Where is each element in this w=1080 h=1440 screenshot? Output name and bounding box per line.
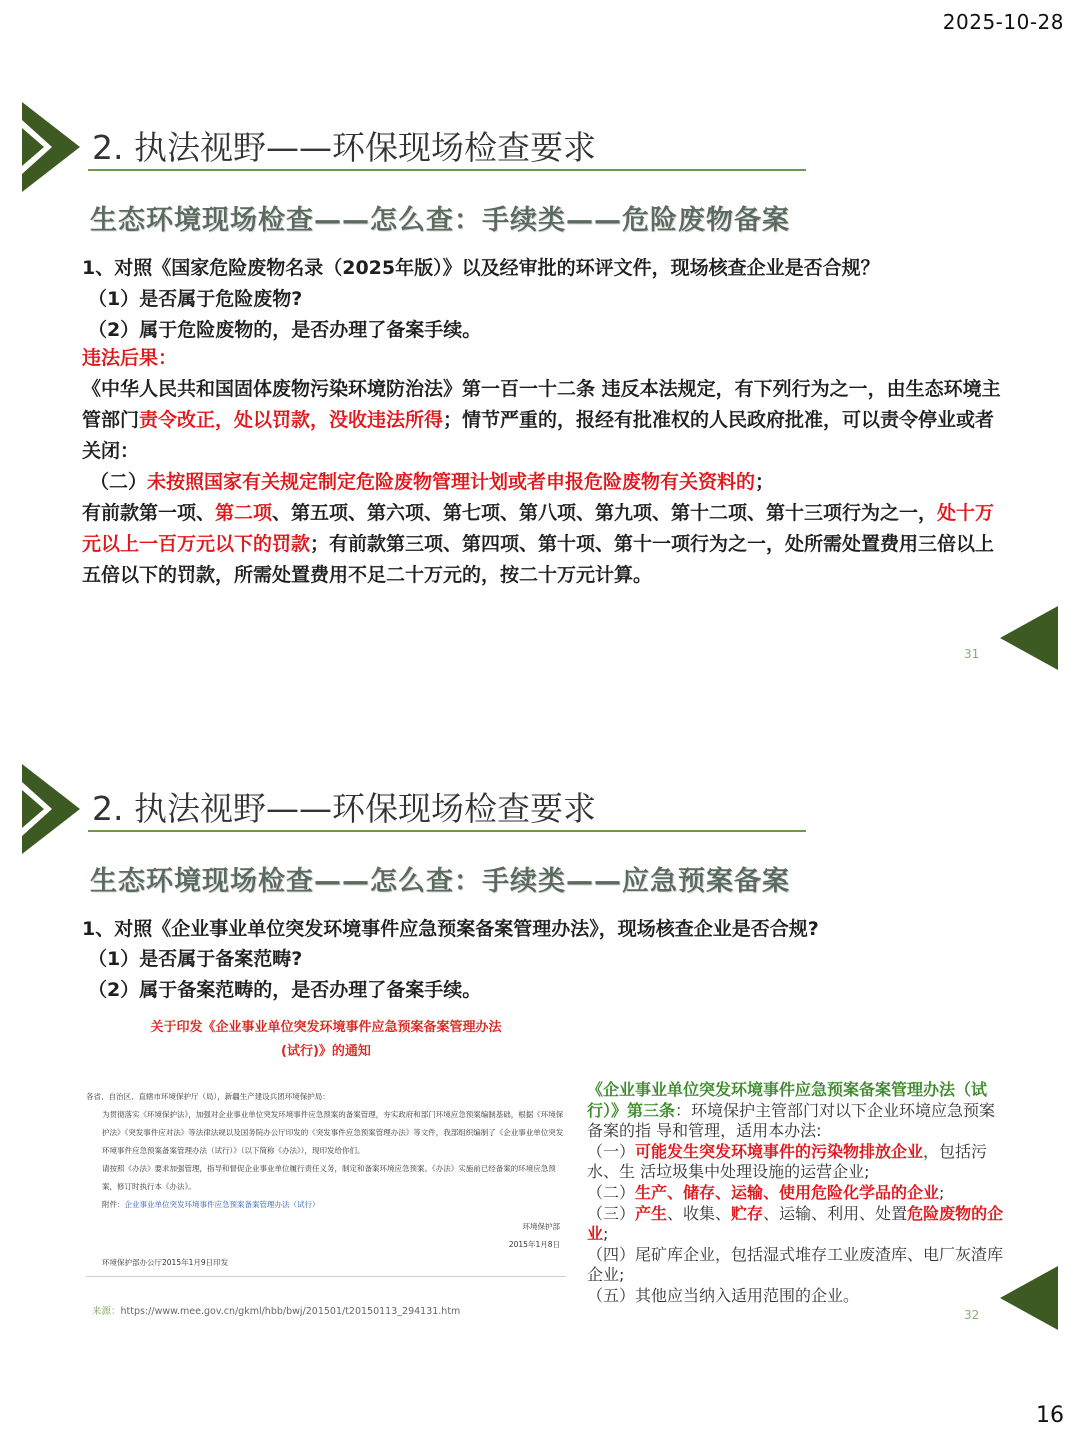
title-divider	[88, 830, 806, 832]
slide-title: 2. 执法视野——环保现场检查要求	[92, 789, 596, 828]
article-item-4: （四）尾矿库企业，包括湿式堆存工业废渣库、电厂灰渣库企业;	[587, 1244, 1004, 1285]
question-1-sub-1: （1）是否属于危险废物?	[88, 288, 303, 310]
right-arrow-decoration-icon	[1000, 1266, 1058, 1330]
date-stamp: 2025-10-28	[942, 10, 1064, 34]
question-1-sub-1: （1）是否属于备案范畴?	[88, 948, 303, 970]
notice-sign-date: 2015年1月8日	[508, 1240, 560, 1249]
article-title: 《企业事业单位突发环境事件应急预案备案管理办法（试行）》第三条	[587, 1080, 988, 1120]
notice-body: 各省、自治区、直辖市环境保护厅（局），新疆生产建设兵团环境保护局： 为贯彻落实《环境保护法》，加强对企业事业单位突发环境事件应急预案的备案管理，夯实政府和部门环境应急预案编制基础，根据《环境保护法》《突发事件应对法》等法律法规以及国务院办公厅印发的《突发事件应急预案管理办法》等文件，我部组织编制了《企业事业单位突发环境事件应急预案备案管理办法（试行）》（以下简称《办法》），现印发给你们。 请按照《办法》要求加强管理，指导和督促企业事业单位履行责任义务，制定和备案环境应急预案。《办法》实施前已经备案的环境应急预案，修订时执行本《办法》。	[86, 1092, 564, 1191]
penalty-text: 有前款第一项、第二项、第五项、第六项、第七项、第八项、第九项、第十二项、第十三项行为之一，处十万元以上一百万元以下的罚款；有前款第三项、第四项、第十项、第十一项行为之一，处所需处置费用三倍以上五倍以下的罚款，所需处置费用不足二十万元的，按二十万元计算。	[82, 502, 995, 586]
consequence-label: 违法后果：	[82, 347, 178, 369]
page-number: 16	[1036, 1403, 1064, 1428]
notice-divider	[86, 1276, 566, 1277]
article-item-2: （二）生产、储存、运输、使用危险化学品的企业;	[587, 1182, 945, 1202]
question-1-sub-2: （2）属于备案范畴的，是否办理了备案手续。	[88, 979, 482, 1001]
notice-document-image	[86, 1016, 566, 1277]
article-item-1: （一）可能发生突发环境事件的污染物排放企业，包括污水、生 活垃圾集中处理设施的运营企业;	[587, 1141, 988, 1182]
notice-attachment: 附件：企业事业单位突发环境事件应急预案备案管理办法（试行）	[102, 1200, 320, 1209]
question-1: 1、对照《国家危险废物名录（2025年版）》以及经审批的环评文件，现场核查企业是否合规？	[82, 257, 880, 279]
notice-title: 关于印发《企业事业单位突发环境事件应急预案备案管理办法 (试行)》的通知	[150, 1020, 502, 1059]
article-item-5: （五）其他应当纳入适用范围的企业。	[587, 1285, 860, 1305]
notice-issued: 环境保护部办公厅2015年1月9日印发	[102, 1258, 229, 1267]
slide-number: 32	[964, 1308, 980, 1322]
notice-signer: 环境保护部	[522, 1222, 560, 1231]
slide-number: 31	[964, 647, 980, 661]
question-1: 1、对照《企业事业单位突发环境事件应急预案备案管理办法》，现场核查企业是否合规?	[82, 918, 819, 940]
article-3-excerpt: 《企业事业单位突发环境事件应急预案备案管理办法（试行）》第三条：环境保护主管部门对以下企业环境应急预案备案的指 导和管理，适用本办法: （一）可能发生突发环境事件的污染物排放企业，包括污水、生 活垃圾集中处理设施的运营企业; （二）生产、储存、运输、使用危险化学品的企业; （三）产生、收集、贮存、运输、利用、处置危险废物的企业; （四）尾矿库企业，包括湿式堆存工业废渣库、电厂灰渣库企业; （五）其他应当纳入适用范围的企业。	[587, 1080, 1007, 1307]
slide-subtitle: 生态环境现场检查——怎么查：手续类——应急预案备案	[90, 866, 790, 897]
left-arrow-decoration-icon	[22, 764, 82, 854]
source-line: 来源：https://www.mee.gov.cn/gkml/hbb/bwj/201501/t20150113_294131.htm	[92, 1306, 461, 1317]
law-item-2: （二）未按照国家有关规定制定危险废物管理计划或者申报危险废物有关资料的；	[90, 471, 775, 493]
slide-title: 2. 执法视野——环保现场检查要求	[92, 128, 596, 167]
slide-subtitle: 生态环境现场检查——怎么查：手续类——危险废物备案	[90, 205, 790, 236]
attachment-link[interactable]: 企业事业单位突发环境事件应急预案备案管理办法（试行）	[124, 1200, 320, 1209]
article-item-3: （三）产生、收集、贮存、运输、利用、处置危险废物的企业;	[587, 1203, 1004, 1244]
question-1-sub-2: （2）属于危险废物的，是否办理了备案手续。	[88, 319, 482, 341]
law-text: 《中华人民共和国固体废物污染环境防治法》第一百一十二条 违反本法规定，有下列行为之一，由生态环境主管部门责令改正，处以罚款，没收违法所得；情节严重的，报经有批准权的人民政府批准，可以责令停业或者关闭：	[82, 378, 1001, 462]
source-url[interactable]: https://www.mee.gov.cn/gkml/hbb/bwj/201501/t20150113_294131.htm	[120, 1306, 461, 1317]
